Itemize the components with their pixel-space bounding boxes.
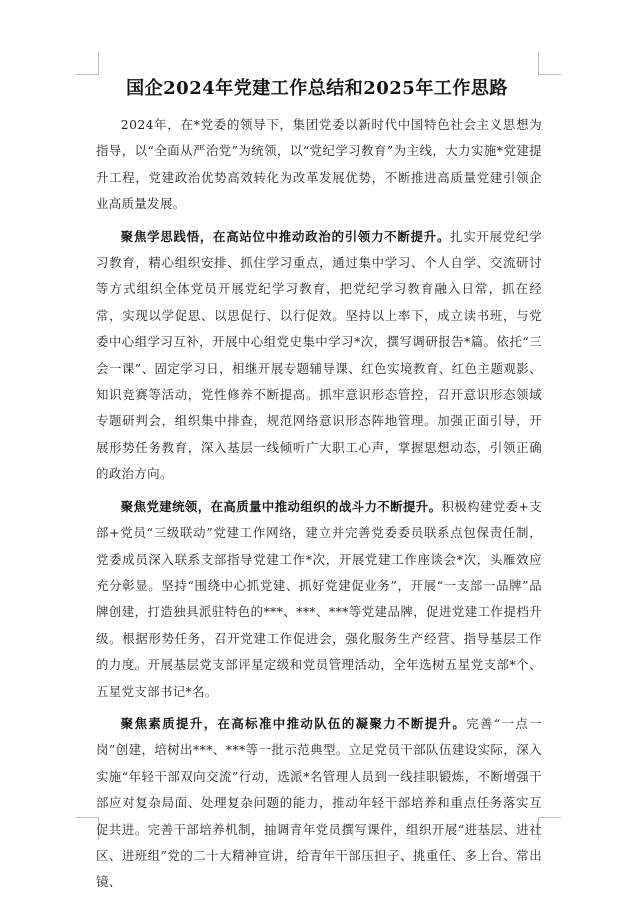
paragraph-team-quality bbox=[96, 711, 542, 896]
paragraph-text: 扎实开展党纪学习教育，精心组织安排、抓住学习重点，通过集中学习、个人自学、交流研讨等方式组织全体党员开展党纪学习教育，把党纪学习教育融入日常，抓在经常，实现以学促思、以思促行、以行促效。坚持以上率下，成立读书班，与党委中心组学习互补，开展中心组党史集中学习*次，撰写调研报告*篇。依托“三会一课”、固定学习日，相继开展专题辅导课、红色实境教育、红色主题观影、知识竞赛等活动，党性修养不断提高。抓牢意识形态管控，召开意识形态领域专题研判会，组织集中排查，规范网络意识形态阵地管理。加强正面引导，开展形势任务教育，深入基层一线倾听广大职工心声，掌握思想动态，引领正确的政治方向。 bbox=[96, 228, 542, 482]
paragraph-lead: 聚焦学思践悟，在高站位中推动政治的引领力不断提升。 bbox=[120, 228, 451, 244]
paragraph-political-leadership bbox=[96, 224, 542, 488]
paragraph-intro bbox=[96, 112, 542, 218]
paragraph-lead: 聚焦党建统领，在高质量中推动组织的战斗力不断提升。 bbox=[120, 498, 442, 514]
paragraph-lead: 聚焦素质提升，在高标准中推动队伍的凝聚力不断提升。 bbox=[120, 715, 467, 731]
paragraph-text: 2024年，在*党委的领导下，集团党委以新时代中国特色社会主义思想为指导，以“全面从严治党”为统领，以“党纪学习教育”为主线，大力实施*党建提升工程，党建政治优势高效转化为改革发展优势，不断推进高质量党建引领企业高质量发展。 bbox=[96, 117, 542, 212]
paragraph-text: 积极构建党委+支部+党员“三级联动”党建工作网络，建立并完善党委委员联系点包保责任制，党委成员深入联系支部指导党建工作*次，开展党建工作座谈会*次，头雁效应充分彰显。坚持“围绕中心抓党建、抓好党建促业务”，开展“一支部一品牌”品牌创建，打造独具派驻特色的***、***、***等党建品牌，促进党建工作提档升级。根据形势任务，召开党建工作促进会，强化服务生产经营、指导基层工作的力度。开展基层党支部评星定级和党员管理活动，全年选树五星党支部*个、五星党支部书记*名。 bbox=[96, 498, 542, 699]
crop-mark-top-left bbox=[76, 52, 99, 75]
crop-mark-top-right bbox=[538, 52, 561, 75]
paragraph-text: 完善“一点一岗”创建，培树出***、***等一批示范典型。立足党员干部队伍建设实际，深入实施“年轻干部双向交流”行动，选派*名管理人员到一线挂职锻炼，不断增强干部应对复杂局面、处理复杂问题的能力，推动年轻干部培养和重点任务落实互促共进。完善干部培养机制，抽调青年党员撰写课件，组织开展“进基层、进社区、进班组”党的二十大精神宣讲，给青年干部压担子、挑重任、多上台、常出镜、 bbox=[96, 715, 543, 890]
paragraph-party-building bbox=[96, 494, 542, 705]
document-title: 国企2024年党建工作总结和2025年工作思路 bbox=[126, 78, 508, 99]
document-body bbox=[96, 112, 542, 902]
